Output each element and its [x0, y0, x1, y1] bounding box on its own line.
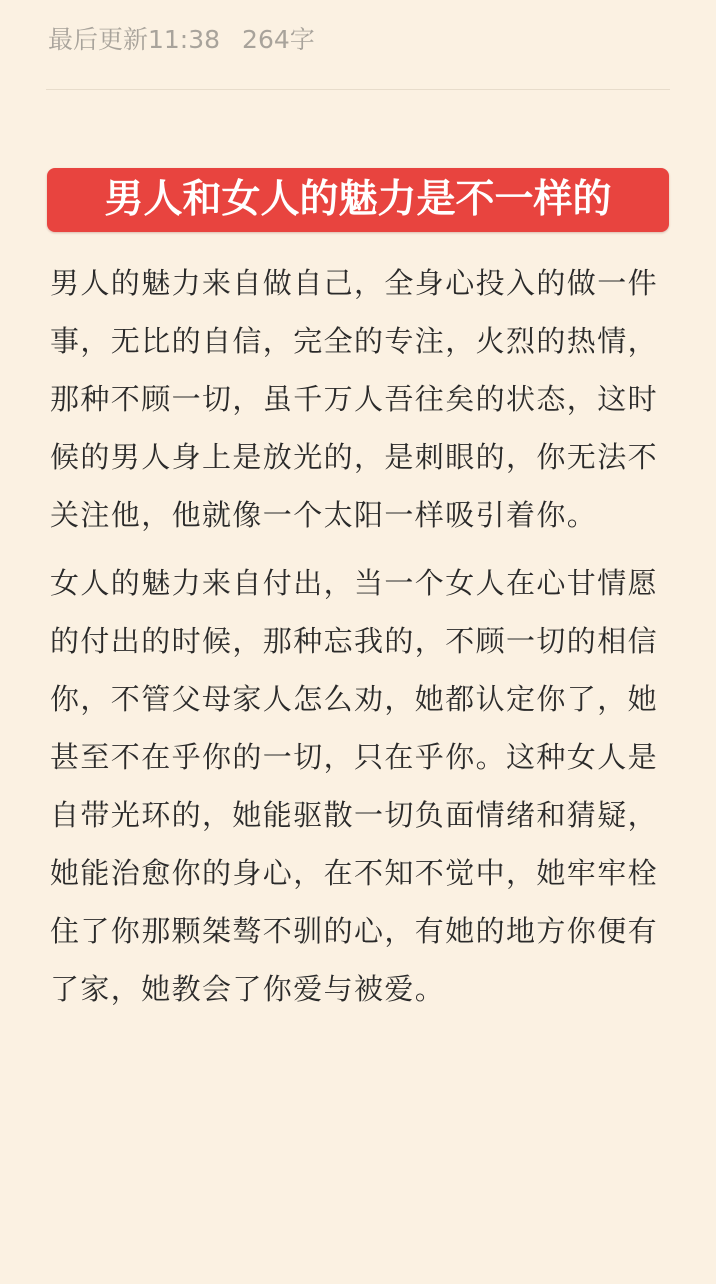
last-updated-time: 最后更新11:38 [48, 25, 221, 54]
article-title-banner: 男人和女人的魅力是不一样的 [47, 168, 669, 232]
paragraph-men-charm: 男人的魅力来自做自己，全身心投入的做一件事，无比的自信，完全的专注，火烈的热情，那种不顾一切，虽千万人吾往矣的状态，这时候的男人身上是放光的，是刺眼的，你无法不关注他，他就像一个太阳一样吸引着你。 [50, 266, 659, 532]
paragraph-women-charm: 女人的魅力来自付出，当一个女人在心甘情愿的付出的时候，那种忘我的，不顾一切的相信你，不管父母家人怎么劝，她都认定你了，她甚至不在乎你的一切，只在乎你。这种女人是自带光环的，她能驱散一切负面情绪和猜疑，她能治愈你的身心，在不知不觉中，她牢牢栓住了你那颗桀骜不驯的心，有她的地方你便有了家，她教会了你爱与被爱。 [50, 566, 659, 1006]
header-divider [46, 89, 670, 90]
article-body [50, 254, 670, 1018]
word-count: 264字 [242, 25, 315, 54]
article-meta [48, 20, 315, 56]
